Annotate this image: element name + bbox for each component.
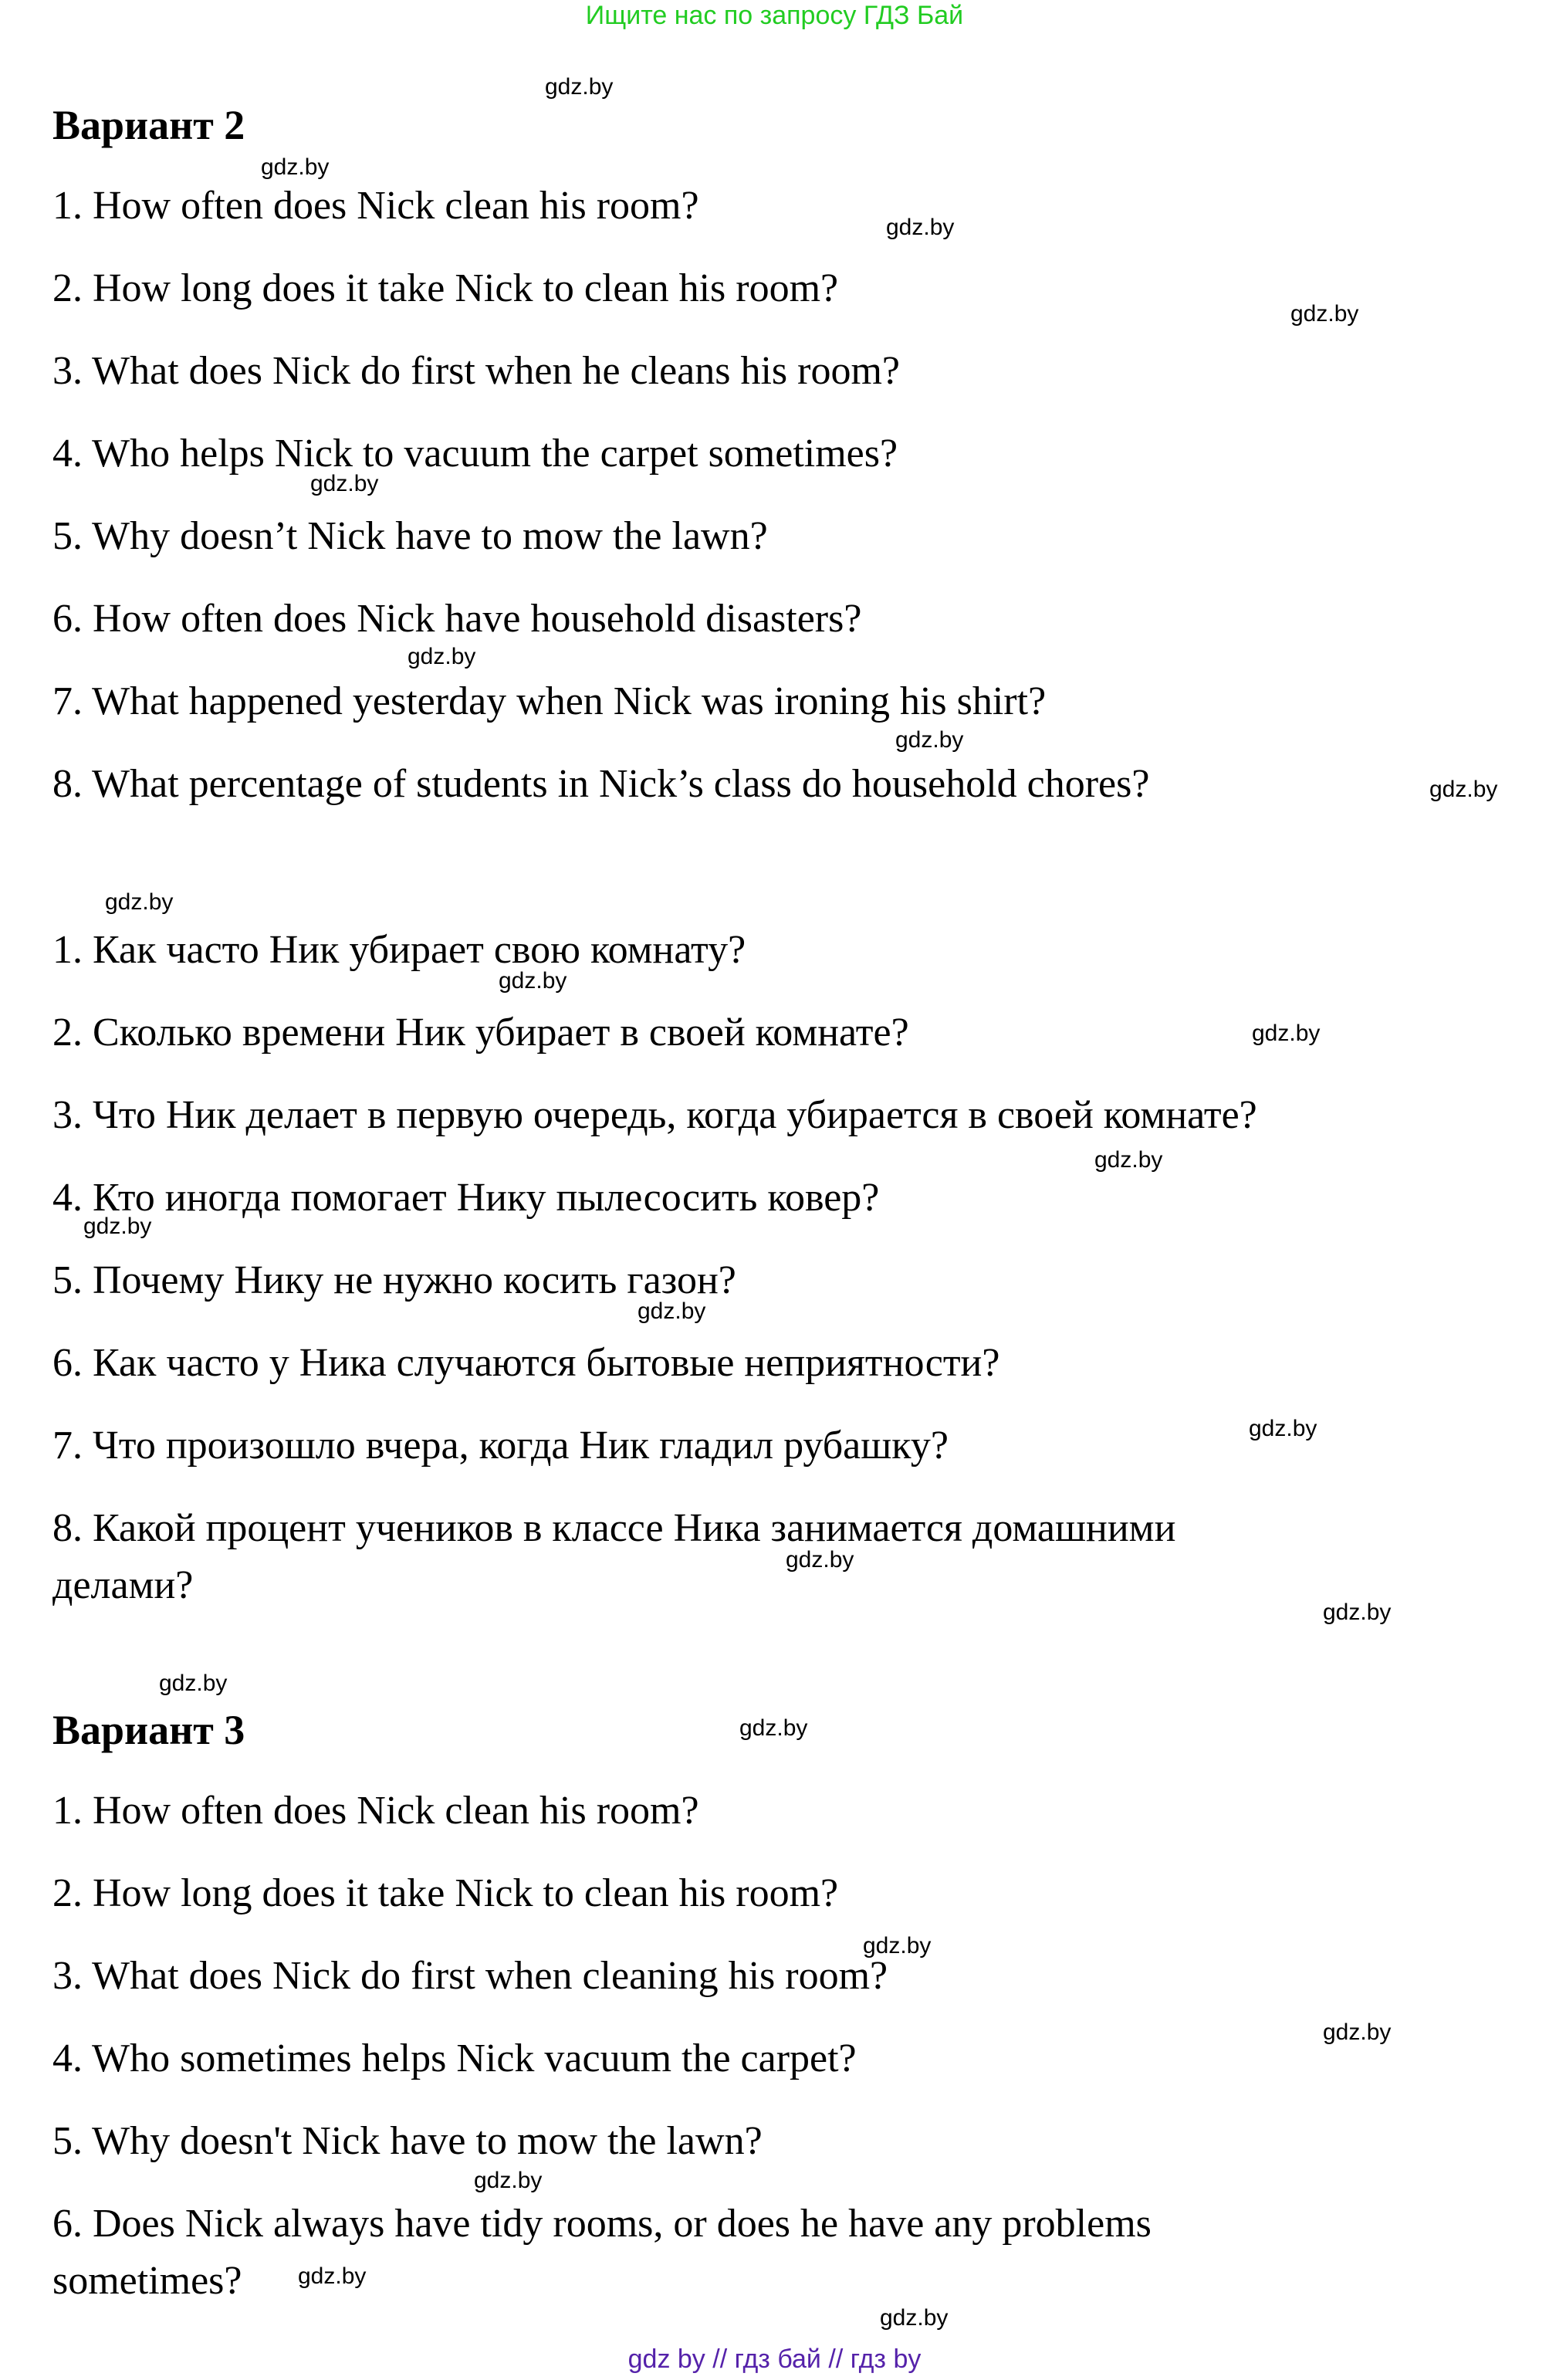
question-en-6: 6. How often does Nick have household disasters? <box>52 597 862 641</box>
question-en-7: 7. What happened yesterday when Nick was ironing his shirt? <box>52 679 1047 723</box>
watermark-text: gdz.by <box>886 215 955 240</box>
watermark-text: gdz.by <box>159 1671 228 1696</box>
top-banner[interactable]: Ищите нас по запросу ГДЗ Бай <box>585 1 964 30</box>
watermark-text: gdz.by <box>1323 1600 1392 1625</box>
watermark-text: gdz.by <box>545 74 614 100</box>
question-ru-8: 8. Какой процент учеников в классе Ника занимается домашними <box>52 1506 1176 1550</box>
question-ru-2: 2. Сколько времени Ник убирает в своей комнате? <box>52 1011 909 1055</box>
question-en-8: 8. What percentage of students in Nick’s class do household chores? <box>52 762 1150 806</box>
v3-question-en-3: 3. What does Nick do first when cleaning his room? <box>52 1954 888 1998</box>
v3-question-en-6-continued: sometimes? <box>52 2259 242 2303</box>
watermark-text: gdz.by <box>1094 1147 1163 1173</box>
watermark-text: gdz.by <box>499 968 567 994</box>
watermark-text: gdz.by <box>638 1298 706 1324</box>
variant-2-heading: Вариант 2 <box>52 102 245 148</box>
watermark-text: gdz.by <box>105 889 174 915</box>
v3-question-en-4: 4. Who sometimes helps Nick vacuum the carpet? <box>52 2036 857 2080</box>
v3-question-en-1: 1. How often does Nick clean his room? <box>52 1789 699 1833</box>
question-ru-5: 5. Почему Нику не нужно косить газон? <box>52 1258 736 1302</box>
question-ru-7: 7. Что произошло вчера, когда Ник гладил рубашку? <box>52 1424 949 1468</box>
watermark-text: gdz.by <box>863 1933 932 1959</box>
question-en-5: 5. Why doesn’t Nick have to mow the lawn? <box>52 514 768 558</box>
question-en-3: 3. What does Nick do first when he cleans his room? <box>52 349 900 393</box>
question-ru-6: 6. Как часто у Ника случаются бытовые неприятности? <box>52 1341 1000 1385</box>
watermark-text: gdz.by <box>1323 2019 1392 2045</box>
question-ru-8-continued: делами? <box>52 1563 194 1607</box>
watermark-text: gdz.by <box>1290 301 1359 327</box>
watermark-text: gdz.by <box>1429 777 1498 802</box>
question-ru-3: 3. Что Ник делает в первую очередь, когда убирается в своей комнате? <box>52 1093 1257 1137</box>
variant-3-heading: Вариант 3 <box>52 1707 245 1753</box>
question-en-1: 1. How often does Nick clean his room? <box>52 184 699 228</box>
question-ru-1: 1. Как часто Ник убирает свою комнату? <box>52 928 746 972</box>
watermark-text: gdz.by <box>298 2263 367 2289</box>
question-en-4: 4. Who helps Nick to vacuum the carpet sometimes? <box>52 432 898 476</box>
watermark-text: gdz.by <box>739 1715 808 1741</box>
v3-question-en-5: 5. Why doesn't Nick have to mow the lawn? <box>52 2119 763 2163</box>
watermark-text: gdz.by <box>880 2305 949 2331</box>
watermark-text: gdz.by <box>261 154 330 180</box>
watermark-text: gdz.by <box>786 1547 854 1573</box>
question-en-2: 2. How long does it take Nick to clean his room? <box>52 266 839 310</box>
footer-links[interactable]: gdz by // гдз бай // гдз by <box>627 2344 922 2374</box>
watermark-text: gdz.by <box>895 727 964 753</box>
watermark-text: gdz.by <box>474 2168 543 2193</box>
watermark-text: gdz.by <box>1249 1416 1317 1441</box>
v3-question-en-6: 6. Does Nick always have tidy rooms, or does he have any problems <box>52 2202 1152 2246</box>
v3-question-en-2: 2. How long does it take Nick to clean his room? <box>52 1871 839 1915</box>
question-ru-4: 4. Кто иногда помогает Нику пылесосить ковер? <box>52 1176 880 1220</box>
watermark-text: gdz.by <box>1252 1021 1321 1046</box>
watermark-text: gdz.by <box>310 471 379 496</box>
watermark-text: gdz.by <box>83 1214 152 1239</box>
watermark-text: gdz.by <box>408 644 476 669</box>
